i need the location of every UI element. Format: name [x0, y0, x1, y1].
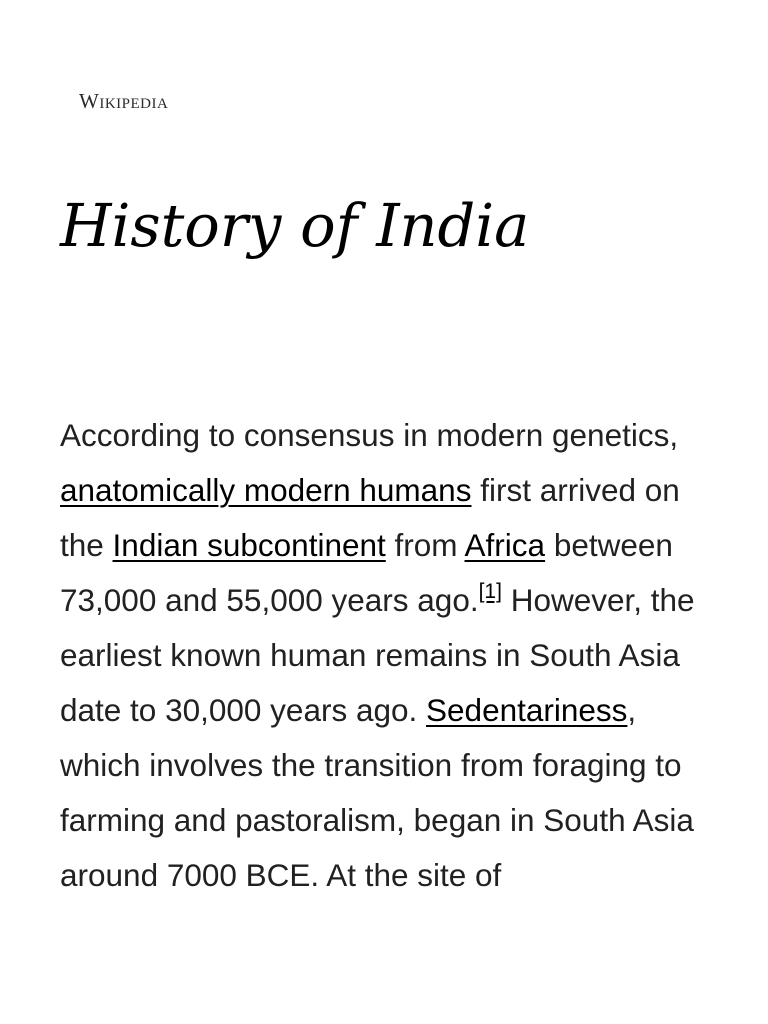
link-indian-subcontinent[interactable]: Indian subcontinent: [112, 527, 386, 563]
link-anatomically-modern-humans[interactable]: anatomically modern humans: [60, 472, 472, 508]
paragraph-text: According to consensus in modern genetics,: [60, 417, 679, 453]
logo-text: Wikipedia: [79, 89, 169, 113]
reference-superscript: [479, 580, 502, 603]
paragraph-text: between 73,000 and 55,000 years ago.: [60, 527, 673, 618]
link-africa[interactable]: Africa: [464, 527, 546, 563]
paragraph-text: from: [385, 527, 465, 563]
page-title: History of India: [60, 191, 530, 260]
reference-link-1[interactable]: [1]: [478, 579, 502, 603]
paragraph-text: , which involves the transition from foraging to farming and pastoralism, began in South Asia around 7000 BCE. At the site of: [60, 692, 694, 893]
wikipedia-logo[interactable]: [79, 91, 168, 112]
article-paragraph: [60, 408, 712, 903]
link-sedentariness[interactable]: Sedentariness: [426, 692, 628, 728]
paragraph-text: However, the earliest known human remains in South Asia date to 30,000 years ago.: [60, 582, 695, 728]
paragraph-text: first arrived on the: [60, 472, 680, 563]
